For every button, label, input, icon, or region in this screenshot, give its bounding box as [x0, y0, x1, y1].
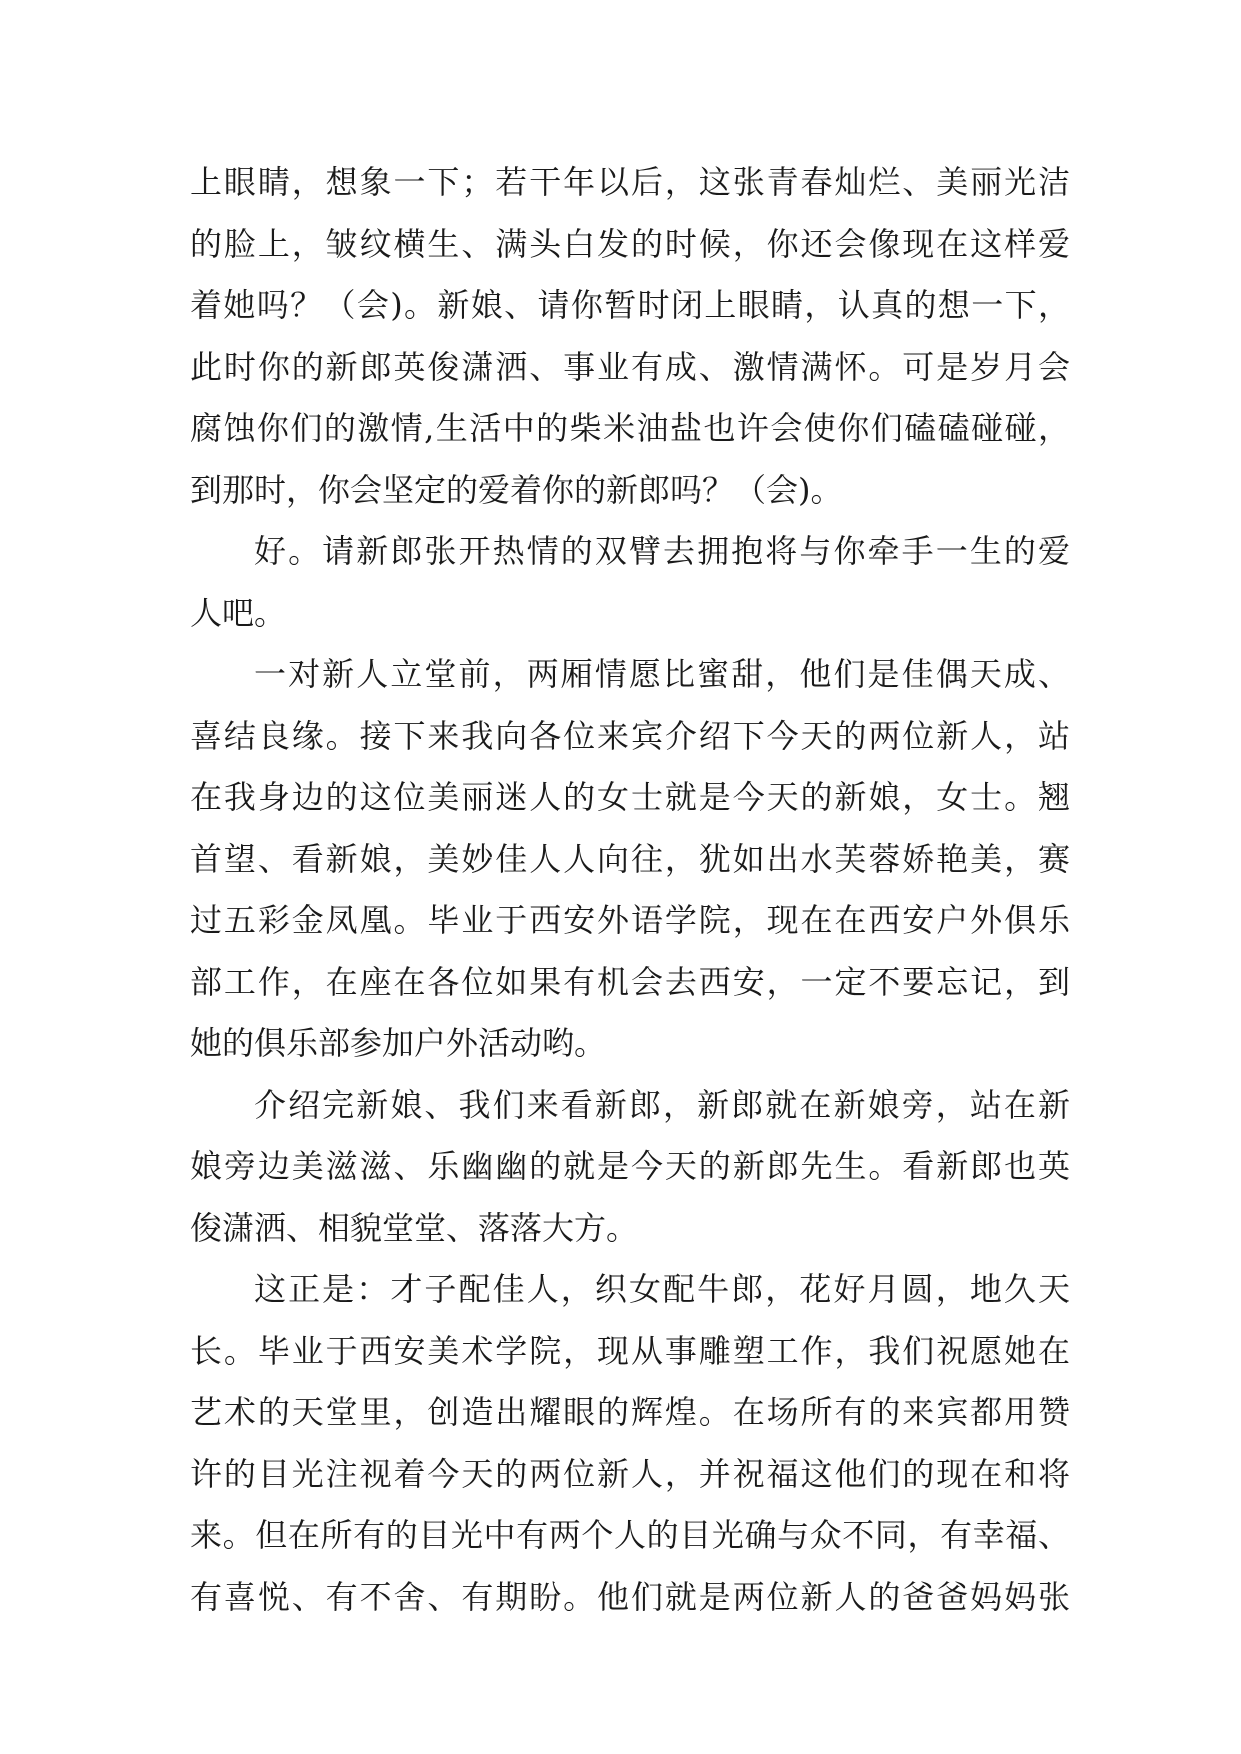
text-line: 好。请新郎张开热情的双臂去拥抱将与你牵手一生的爱 — [254, 532, 1070, 570]
text-line: 有喜悦、有不舍、有期盼。他们就是两位新人的爸爸妈妈张 — [190, 1577, 1070, 1616]
text-line: 来。但在所有的目光中有两个人的目光确与众不同，有幸福、 — [190, 1516, 1070, 1554]
text-line: 此时你的新郎英俊潇洒、事业有成、激情满怀。可是岁月会 — [190, 347, 1070, 386]
text-line: 的脸上，皱纹横生、满头白发的时候，你还会像现在这样爱 — [190, 224, 1070, 263]
text-line: 在我身边的这位美丽迷人的女士就是今天的新娘，女士。翘 — [190, 778, 1070, 816]
text-line: 长。毕业于西安美术学院，现从事雕塑工作，我们祝愿她在 — [190, 1331, 1070, 1370]
text-line: 许的目光注视着今天的两位新人，并祝福这他们的现在和将 — [190, 1454, 1070, 1493]
text-line: 过五彩金凤凰。毕业于西安外语学院，现在在西安户外俱乐 — [190, 901, 1070, 939]
text-line: 介绍完新娘、我们来看新郎，新郎就在新娘旁，站在新 — [254, 1085, 1070, 1124]
text-line: 人吧。 — [190, 593, 287, 632]
text-line: 喜结良缘。接下来我向各位来宾介绍下今天的两位新人，站 — [190, 716, 1070, 755]
text-line: 着她吗？（会)。新娘、请你暂时闭上眼睛，认真的想一下， — [190, 286, 1070, 324]
text-line: 她的俱乐部参加户外活动哟。 — [190, 1024, 607, 1062]
text-line: 一对新人立堂前，两厢情愿比蜜甜，他们是佳偶天成、 — [254, 655, 1070, 693]
body-text — [190, 152, 1070, 1628]
text-line: 艺术的天堂里，创造出耀眼的辉煌。在场所有的来宾都用赞 — [190, 1393, 1070, 1431]
text-line: 俊潇洒、相貌堂堂、落落大方。 — [190, 1208, 639, 1247]
text-line: 首望、看新娘，美妙佳人人向往，犹如出水芙蓉娇艳美，赛 — [190, 839, 1070, 878]
text-line: 这正是：才子配佳人，织女配牛郎，花好月圆，地久天 — [254, 1270, 1070, 1308]
text-line: 到那时，你会坚定的爱着你的新郎吗？（会)。 — [190, 470, 843, 509]
text-line: 娘旁边美滋滋、乐幽幽的就是今天的新郎先生。看新郎也英 — [190, 1147, 1070, 1185]
text-line: 部工作，在座在各位如果有机会去西安，一定不要忘记，到 — [190, 962, 1070, 1001]
text-line: 上眼睛，想象一下；若干年以后，这张青春灿烂、美丽光洁 — [190, 163, 1070, 201]
text-line: 腐蚀你们的激情,生活中的柴米油盐也许会使你们磕磕碰碰， — [190, 409, 1070, 447]
